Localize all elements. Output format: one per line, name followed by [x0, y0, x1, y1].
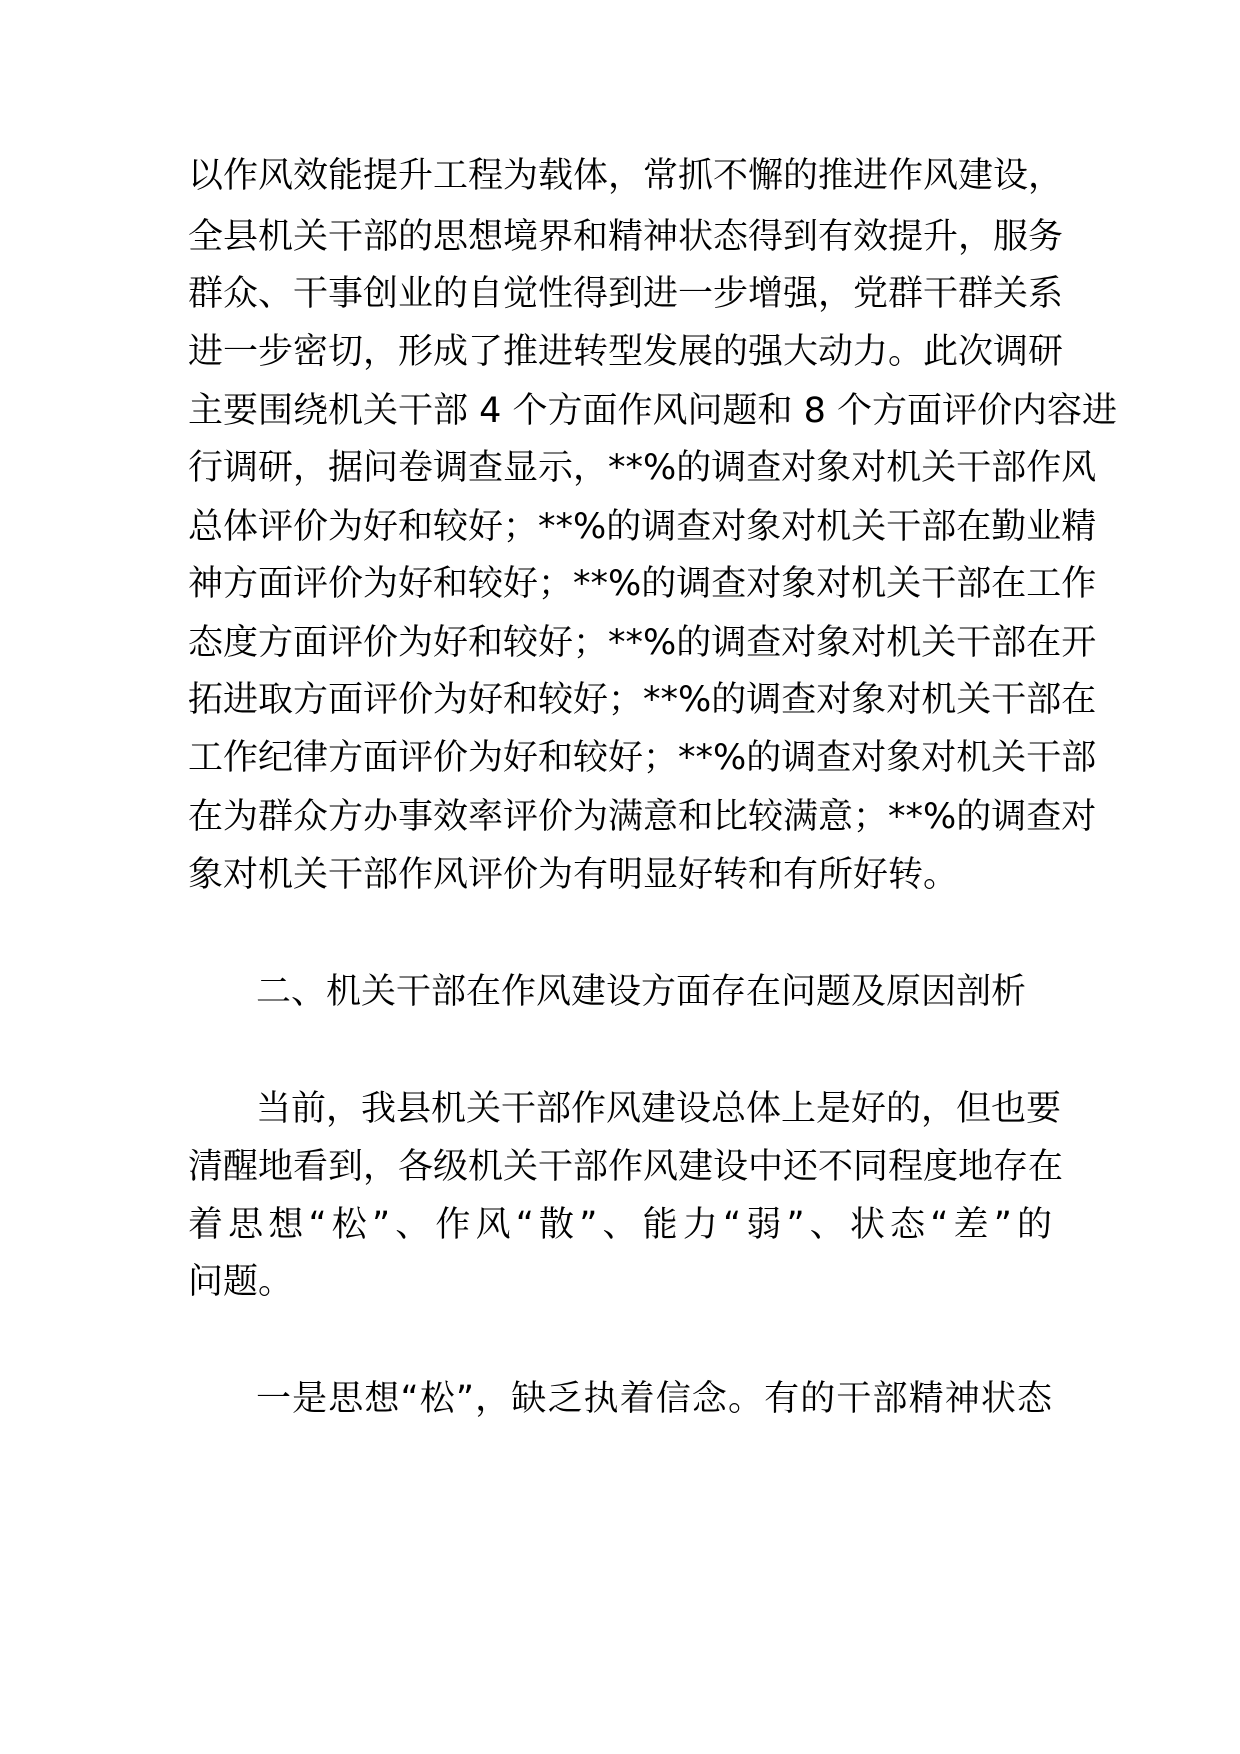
- paragraph-line: 行调研，据问卷调查显示，**%的调查对象对机关干部作风: [188, 448, 1097, 488]
- paragraph-line: 一是思想“松”，缺乏执着信念。有的干部精神状态: [256, 1379, 1052, 1419]
- paragraph-line: 态度方面评价为好和较好；**%的调查对象对机关干部在开: [188, 623, 1097, 663]
- section-heading: 二、机关干部在作风建设方面存在问题及原因剖析: [256, 972, 1027, 1012]
- paragraph-line: 着思想“松”、作风“散”、能力“弱”、状态“差”的: [188, 1205, 1052, 1245]
- paragraph-line: 工作纪律方面评价为好和较好；**%的调查对象对机关干部: [188, 738, 1097, 778]
- paragraph-line: 当前，我县机关干部作风建设总体上是好的，但也要: [256, 1089, 1062, 1129]
- paragraph-line: 以作风效能提升工程为载体，常抓不懈的推进作风建设，: [188, 156, 1064, 196]
- paragraph-line: 主要围绕机关干部 4 个方面作风问题和 8 个方面评价内容进: [188, 391, 1118, 431]
- paragraph-line: 群众、干事创业的自觉性得到进一步增强，党群干群关系: [188, 274, 1064, 314]
- paragraph-line: 在为群众方办事效率评价为满意和比较满意；**%的调查对: [188, 797, 1097, 837]
- paragraph-line: 象对机关干部作风评价为有明显好转和有所好转。: [188, 855, 959, 895]
- paragraph-line: 问题。: [188, 1262, 294, 1302]
- paragraph-line: 进一步密切，形成了推进转型发展的强大动力。此次调研: [188, 332, 1064, 372]
- paragraph-line: 神方面评价为好和较好；**%的调查对象对机关干部在工作: [188, 564, 1097, 604]
- paragraph-line: 全县机关干部的思想境界和精神状态得到有效提升，服务: [188, 217, 1064, 257]
- paragraph-line: 拓进取方面评价为好和较好；**%的调查对象对机关干部在: [188, 680, 1097, 720]
- paragraph-line: 总体评价为好和较好；**%的调查对象对机关干部在勤业精: [188, 507, 1097, 547]
- paragraph-line: 清醒地看到，各级机关干部作风建设中还不同程度地存在: [188, 1147, 1064, 1187]
